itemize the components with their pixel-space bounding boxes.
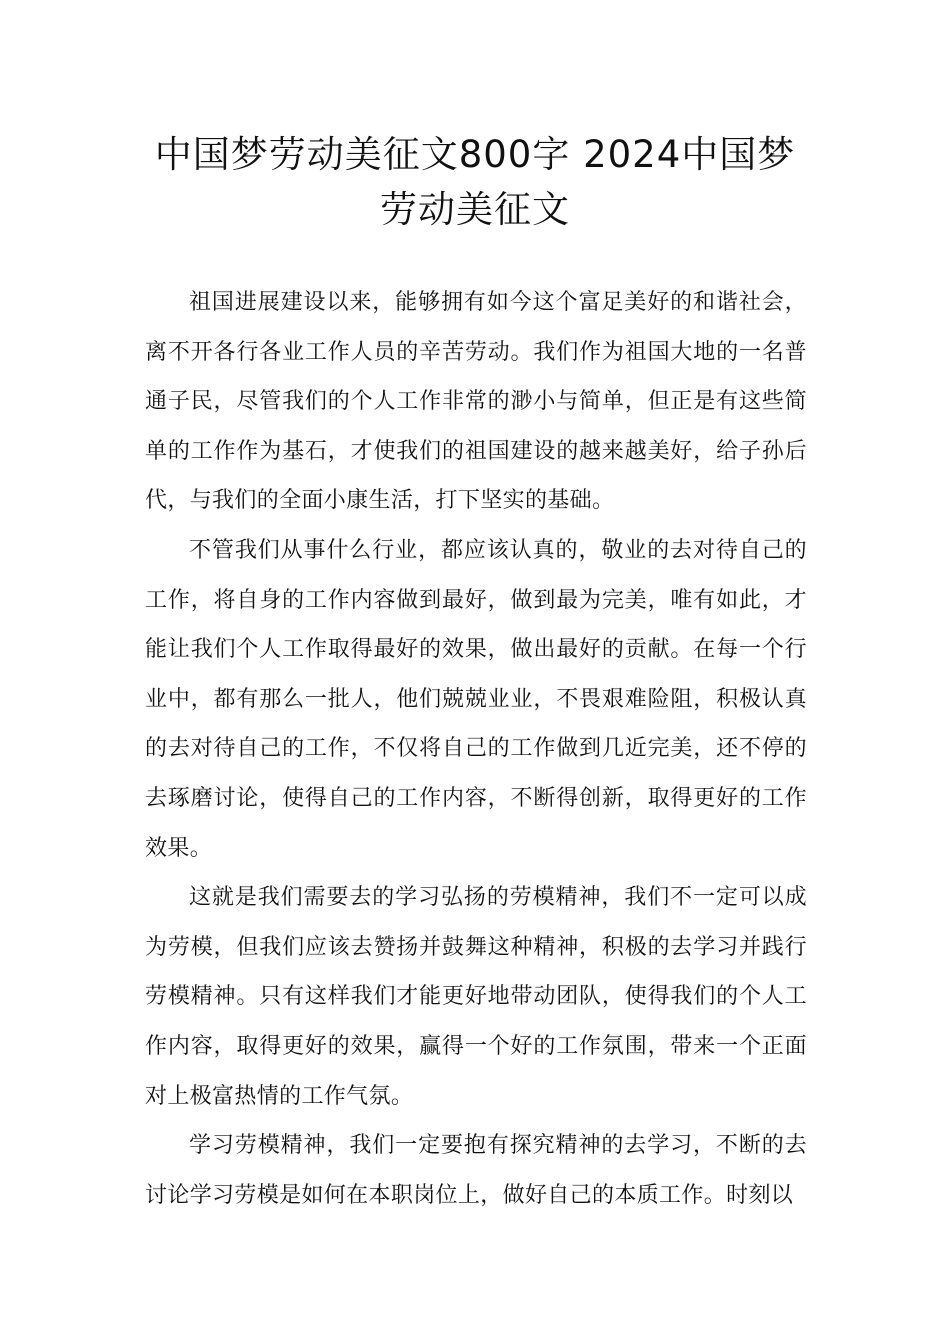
paragraph-2: 不管我们从事什么行业，都应该认真的，敬业的去对待自己的工作，将自身的工作内容做到最好，做到最为完美，唯有如此，才能让我们个人工作取得最好的效果，做出最好的贡献。在每一个行业中，都有那么一批人，他们兢兢业业，不畏艰难险阻，积极认真的去对待自己的工作，不仅将自己的工作做到几近完美，还不停的去琢磨讨论，使得自己的工作内容，不断得创新，取得更好的工作效果。: [145, 537, 807, 861]
paragraph-4: 学习劳模精神，我们一定要抱有探究精神的去学习，不断的去讨论学习劳模是如何在本职岗位上，做好自己的本质工作。时刻以: [145, 1133, 807, 1208]
paragraph-1: 祖国进展建设以来，能够拥有如今这个富足美好的和谐社会，离不开各行各业工作人员的辛苦劳动。我们作为祖国大地的一名普通子民，尽管我们的个人工作非常的渺小与简单，但正是有这些简单的工作作为基石，才使我们的祖国建设的越来越美好，给子孙后代，与我们的全面小康生活，打下坚实的基础。: [145, 290, 807, 514]
paragraph-3: 这就是我们需要去的学习弘扬的劳模精神，我们不一定可以成为劳模，但我们应该去赞扬并鼓舞这种精神，积极的去学习并践行劳模精神。只有这样我们才能更好地带动团队，使得我们的个人工作内容，取得更好的效果，赢得一个好的工作氛围，带来一个正面对上极富热情的工作气氛。: [145, 885, 807, 1109]
document-title: 中国梦劳动美征文800字 2024中国梦劳动美征文: [154, 133, 796, 231]
document-body: [145, 278, 807, 1220]
